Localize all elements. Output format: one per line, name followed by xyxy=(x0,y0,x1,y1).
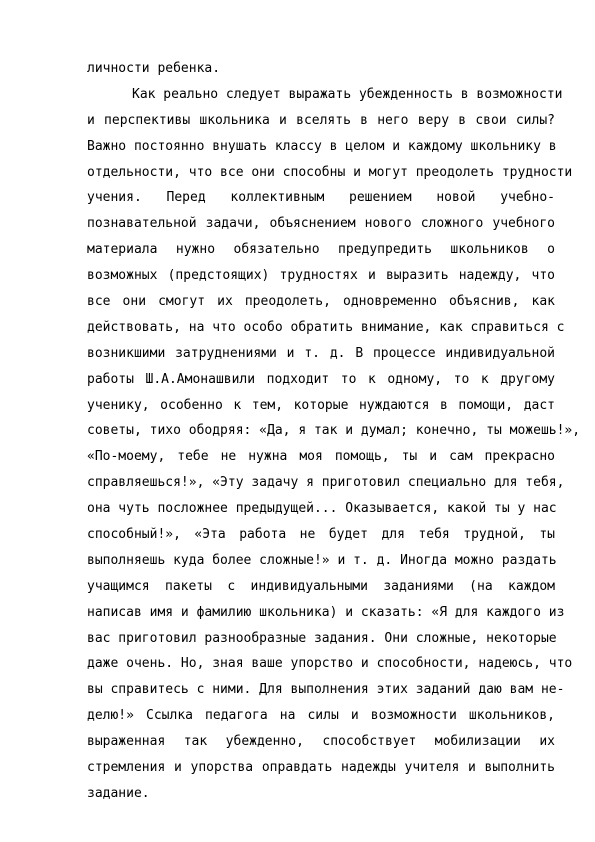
text-line: «По-моему, тебе не нужна моя помощь, ты и сам прекрасно xyxy=(87,449,555,465)
text-line: учения. Перед коллективным решением новой учебно- xyxy=(87,190,555,206)
text-line: вас приготовил разнообразные задания. Они сложные, некоторые xyxy=(87,630,557,646)
text-line: советы, тихо ободряя: «Да, я так и думал; конечно, ты можешь!», xyxy=(87,423,581,439)
text-line: действовать, на что особо обратить внимание, как справиться с xyxy=(87,319,565,335)
text-line: способный!», «Эта работа не будет для тебя трудной, ты xyxy=(87,527,555,543)
text-line: и перспективы школьника и вселять в него веру в свои силы? xyxy=(87,112,555,128)
text-line: задание. xyxy=(87,785,150,801)
text-line: познавательной задачи, объяснением нового сложного учебного xyxy=(87,216,555,232)
text-line: материала нужно обязательно предупредить школьников о xyxy=(87,242,555,258)
text-line: Как реально следует выражать убежденность в возможности xyxy=(132,86,563,102)
text-line: ученику, особенно к тем, которые нуждаются в помощи, даст xyxy=(87,397,555,413)
text-line: учащимся пакеты с индивидуальными заданиями (на каждом xyxy=(87,578,555,594)
text-line: отдельности, что все они способны и могут преодолеть трудности xyxy=(87,164,573,180)
text-line: выраженная так убежденно, способствует мобилизации их xyxy=(87,734,555,750)
text-line: справляешься!», «Эту задачу я приготовил специально для тебя, xyxy=(87,475,565,491)
text-line: стремления и упорства оправдать надежды учителя и выполнить xyxy=(87,760,555,776)
text-line: работы Ш.А.Амонашвили подходит то к одному, то к другому xyxy=(87,371,555,387)
text-line: возможных (предстоящих) трудностях и выразить надежду, что xyxy=(87,268,555,284)
text-line: все они смогут их преодолеть, одновременно объяснив, как xyxy=(87,294,555,310)
text-line: даже очень. Но, зная ваше упорство и способности, надеюсь, что xyxy=(87,656,573,672)
text-line: Важно постоянно внушать классу в целом и каждому школьнику в xyxy=(87,138,557,154)
body-text xyxy=(87,56,581,807)
text-line: личности ребенка. xyxy=(87,61,221,76)
text-line: возникшими затруднениями и т. д. В процессе индивидуальной xyxy=(87,345,555,361)
text-line: выполняешь куда более сложные!» и т. д. Иногда можно раздать xyxy=(87,552,557,568)
text-line: она чуть посложнее предыдущей... Оказывается, какой ты у нас xyxy=(87,501,557,517)
text-line: делю!» Ссылка педагога на силы и возможности школьников, xyxy=(87,708,555,724)
text-line: написав имя и фамилию школьника) и сказать: «Я для каждого из xyxy=(87,604,565,620)
text-line: вы справитесь с ними. Для выполнения этих заданий даю вам не- xyxy=(87,682,565,698)
